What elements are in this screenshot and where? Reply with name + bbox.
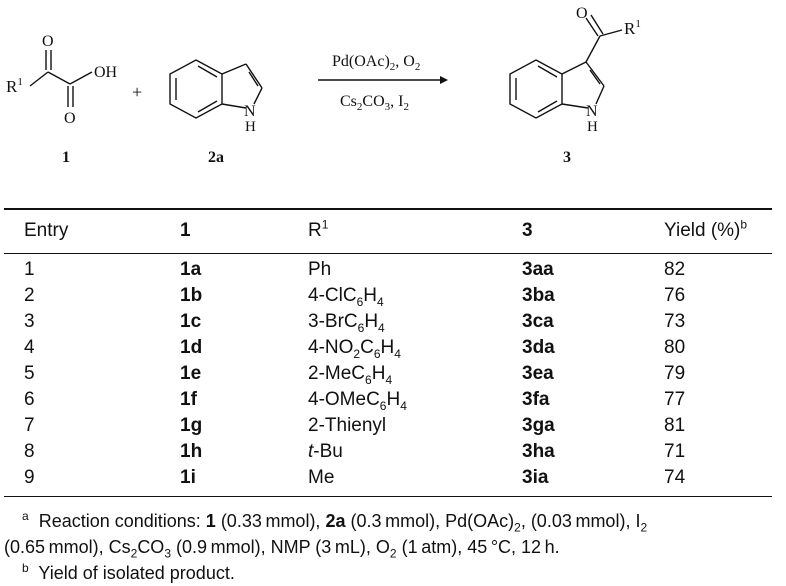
row-r1: $4-ClC_6H_4$ [308, 285, 384, 309]
footnote-a: $^a$ Reaction conditions: 1 (0.33 mmol), 2a (0.3 mmol), $Pd(OAc)_2$, (0.03 mmol), $I_2$ (0.65 mmol), $Cs_2CO_3$ (0.9 mmol), NMP (3 mL), $O_2$ (1 atm), 45 °C, 12 h. [4, 509, 648, 561]
row-substrate: 1i [180, 467, 196, 488]
row-r1: $2-MeC_6H_4$ [308, 363, 393, 387]
table-top-rule [4, 208, 772, 210]
row-r1: 2-Thienyl [308, 415, 387, 436]
header-yield: Yield (%)$^b$ [664, 217, 748, 241]
product-3-structure [510, 15, 622, 118]
row-r1: Ph [308, 259, 332, 280]
row-entry: 3 [24, 311, 35, 332]
reaction-arrow [318, 76, 448, 84]
product-o-label: O [576, 5, 588, 22]
row-substrate: 1d [180, 337, 203, 358]
indole-h-label: H [245, 119, 256, 135]
product-h-label: H [587, 119, 598, 135]
row-product: 3ha [522, 441, 555, 462]
row-product: 3ba [522, 285, 555, 306]
label-substrate-1: 1 [62, 149, 70, 166]
row-product: 3aa [522, 259, 554, 280]
row-entry: 9 [24, 467, 35, 488]
row-product: 3ca [522, 311, 554, 332]
oh-label: OH [94, 64, 118, 81]
substrate-1-structure [30, 50, 92, 107]
row-product: 3ia [522, 467, 549, 488]
row-entry: 8 [24, 441, 35, 462]
row-entry: 5 [24, 363, 35, 384]
header-entry: Entry [24, 220, 69, 241]
product-n-label: N [586, 103, 598, 120]
condition-bottom: $Cs_2CO_3$, $I_2$ [340, 93, 409, 113]
row-r1: $4-NO_2C_6H_4$ [308, 337, 401, 361]
row-substrate: 1f [180, 389, 197, 410]
row-entry: 1 [24, 259, 35, 280]
row-r1: t-Bu [308, 441, 343, 462]
row-product: 3fa [522, 389, 550, 410]
row-entry: 4 [24, 337, 35, 358]
o-bottom-label: O [64, 110, 76, 127]
row-product: 3ga [522, 415, 555, 436]
footnote-b: $^b$ Yield of isolated product. [22, 561, 235, 583]
plus-sign: + [132, 82, 143, 102]
condition-top: $Pd(OAc)_2$, $O_2$ [332, 53, 421, 73]
row-product: 3da [522, 337, 555, 358]
label-product-3: 3 [563, 149, 571, 166]
header-product: 3 [522, 220, 533, 241]
row-r1: $4-OMeC_6H_4$ [308, 389, 407, 413]
row-substrate: 1c [180, 311, 202, 332]
row-substrate: 1h [180, 441, 203, 462]
row-entry: 2 [24, 285, 35, 306]
row-entry: 6 [24, 389, 35, 410]
row-yield: 81 [664, 415, 686, 436]
row-yield: 73 [664, 311, 686, 332]
row-substrate: 1g [180, 415, 203, 436]
table-header-rule [4, 253, 772, 254]
r1-label: $R^1$ [6, 76, 23, 96]
label-indole-2a: 2a [208, 149, 224, 166]
row-r1: $3-BrC_6H_4$ [308, 311, 385, 335]
row-yield: 76 [664, 285, 686, 306]
row-product: 3ea [522, 363, 554, 384]
row-entry: 7 [24, 415, 35, 436]
row-substrate: 1b [180, 285, 203, 306]
row-yield: 79 [664, 363, 686, 384]
header-substrate: 1 [180, 220, 191, 241]
row-yield: 77 [664, 389, 686, 410]
row-yield: 71 [664, 441, 686, 462]
row-yield: 82 [664, 259, 686, 280]
row-yield: 80 [664, 337, 686, 358]
footnote-b-text: Yield of isolated product. [38, 563, 235, 583]
row-r1: Me [308, 467, 335, 488]
o-top-label: O [42, 33, 54, 50]
row-substrate: 1a [180, 259, 202, 280]
header-r1: $R^1$ [308, 217, 329, 241]
indole-n-label: N [244, 103, 256, 120]
row-yield: 74 [664, 467, 686, 488]
product-r1-label: $R^1$ [624, 18, 641, 38]
row-substrate: 1e [180, 363, 202, 384]
table-bottom-rule [4, 496, 772, 497]
reaction-scheme [0, 0, 786, 190]
